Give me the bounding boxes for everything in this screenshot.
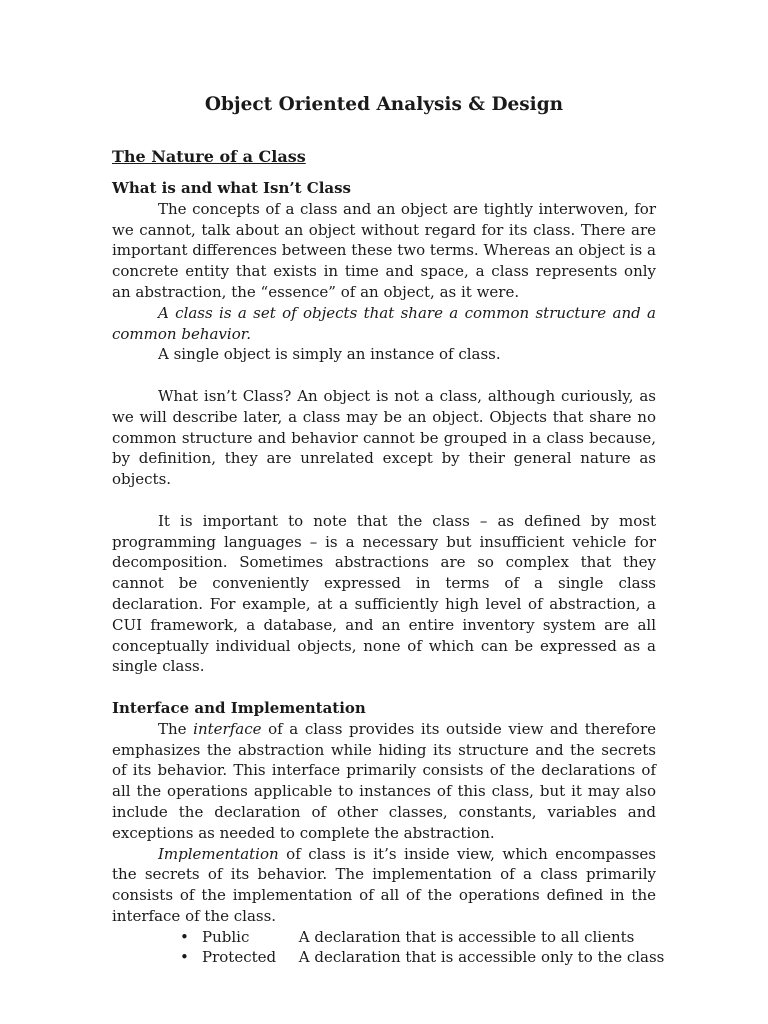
paragraph: What isn’t Class? An object is not a class, although curiously, as we will describe later, a class may be an object. Objects that share no common structure and behavior cannot be grouped in a class because, by definition, they are unrelated except by their general nature as objects. bbox=[112, 386, 656, 489]
paragraph-spacer bbox=[112, 365, 656, 386]
paragraph-spacer bbox=[112, 677, 656, 698]
bullet-icon: • bbox=[180, 948, 189, 967]
list-item bbox=[112, 947, 665, 968]
subsection-heading-interface: Interface and Implementation bbox=[112, 698, 366, 717]
text-run: of a class provides its outside view and therefore emphasizes the abstraction while hiding its structure and the secrets of its behavior. This interface primarily consists of the declarations of all the operations applicable to instances of this class, but it may also include the declaration of other classes, constants, variables and exceptions as needed to complete the abstraction. bbox=[112, 719, 656, 842]
paragraph bbox=[112, 719, 656, 844]
text-run: of class is it’s inside view, which encompasses the secrets of its behavior. The implementation of a class primarily consists of the implementation of all of the operations defined in the interface of the class. bbox=[112, 844, 656, 925]
list-item-description: A declaration that is accessible only to the class bbox=[298, 948, 665, 967]
document-title: Object Oriented Analysis & Design bbox=[204, 94, 564, 115]
list-item-term: Protected bbox=[202, 948, 277, 967]
paragraph: It is important to note that the class – as defined by most programming languages – is a necessary but insufficient vehicle for decomposition. Sometimes abstractions are so complex that they cannot be conveniently expressed in terms of a single class declaration. For example, at a sufficiently high level of abstraction, a CUI framework, a database, and an entire inventory system are all conceptually individual objects, none of which can be expressed as a single class. bbox=[112, 511, 656, 676]
definition-paragraph bbox=[112, 303, 656, 345]
document-page bbox=[112, 92, 665, 968]
list-item-term: Public bbox=[202, 927, 250, 946]
subsection-heading-class: What is and what Isn’t Class bbox=[112, 179, 351, 197]
list-item-description: A declaration that is accessible to all clients bbox=[298, 927, 635, 946]
text-run: The bbox=[158, 719, 194, 738]
paragraph: The concepts of a class and an object are tightly interwoven, for we cannot, talk about an object without regard for its class. There are important differences between these two terms. Whereas an object is a concrete entity that exists in time and space, a class represents only an abstraction, the “essence” of an object, as it were. bbox=[112, 199, 656, 301]
bullet-icon: • bbox=[180, 927, 189, 946]
list-item bbox=[112, 927, 656, 948]
definition-text: A class is a set of objects that share a common structure and a common behavior. bbox=[112, 303, 656, 343]
paragraph: A single object is simply an instance of class. bbox=[158, 345, 501, 364]
implementation-term: Implementation bbox=[158, 844, 279, 863]
section-heading: The Nature of a Class bbox=[112, 147, 306, 166]
visibility-list bbox=[112, 927, 665, 969]
paragraph bbox=[112, 844, 656, 927]
paragraph-spacer bbox=[112, 490, 656, 511]
interface-term: interface bbox=[193, 719, 262, 738]
